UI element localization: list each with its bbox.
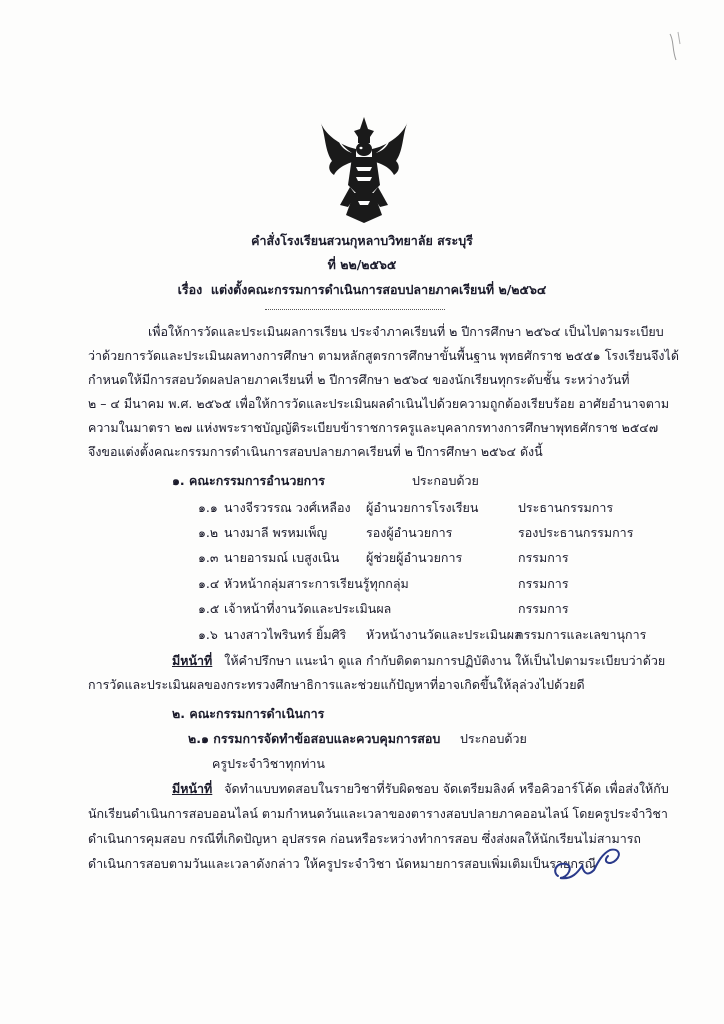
section2-member: ครูประจำวิชาทุกท่าน	[212, 756, 325, 771]
member-name: นายอารมณ์ เบสูงเนิน	[224, 550, 340, 565]
member-position: หัวหน้างานวัดและประเมินผล	[366, 627, 522, 642]
duty-text: จัดทำแบบทดสอบในรายวิชาที่รับผิดชอบ จัดเตรียมลิงค์ หรือคิวอาร์โค้ด เพื่อส่งให้กับ	[224, 781, 669, 796]
section2-duty-line: ดำเนินการคุมสอบ กรณีที่เกิดปัญหา อุปสรรค ก่อนหรือระหว่างทำการสอบ ซึ่งส่งผลให้นักเรียนไม่สามารถ	[88, 831, 642, 846]
section1-heading: ๑. คณะกรรมการอำนวยการ	[172, 473, 325, 488]
order-title: คำสั่งโรงเรียนสวนกุหลาบวิทยาลัย สระบุรี	[251, 233, 473, 248]
section2-composed: ประกอบด้วย	[460, 731, 527, 746]
section2-duty-line: นักเรียนดำเนินการสอบออนไลน์ ตามกำหนดวันและเวลาของตารางสอบปลายภาคออนไลน์ โดยครูประจำวิชา	[88, 806, 668, 821]
subject-label: เรื่อง	[177, 282, 203, 297]
section2-heading: ๒. คณะกรรมการดำเนินการ	[172, 706, 325, 721]
member-name: หัวหน้ากลุ่มสาระการเรียนรู้ทุกกลุ่ม	[224, 576, 409, 591]
member-position: ผู้ช่วยผู้อำนวยการ	[366, 550, 463, 565]
order-subject	[0, 282, 724, 298]
section2-sub-heading: ๒.๑ กรรมการจัดทำข้อสอบและควบคุมการสอบ	[188, 731, 441, 746]
intro-line: ว่าด้วยการวัดและประเมินผลทางการศึกษา ตามหลักสูตรการศึกษาขั้นพื้นฐาน พุทธศักราช ๒๕๕๑ โรงเรียนจึงได้	[88, 348, 679, 363]
duty-text: ให้คำปรึกษา แนะนำ ดูแล กำกับติดตามการปฏิบัติงาน ให้เป็นไปตามระเบียบว่าด้วย	[224, 653, 666, 668]
member-role: รองประธานกรรมการ	[518, 525, 634, 540]
intro-line: จึงขอแต่งตั้งคณะกรรมการดำเนินการสอบปลายภาคเรียนที่ ๒ ปีการศึกษา ๒๕๖๔ ดังนี้	[88, 444, 543, 459]
intro-line: ความในมาตรา ๒๗ แห่งพระราชบัญญัติระเบียบข้าราชการครูและบุคลากรทางการศึกษาพุทธศักราช ๒๕๔๗	[88, 420, 659, 435]
member-no: ๑.๓	[198, 550, 219, 565]
member-no: ๑.๔	[198, 576, 220, 591]
duty-label: มีหน้าที่	[172, 781, 213, 796]
section1-duty-line: การวัดและประเมินผลของกระทรวงศึกษาธิการและช่วยแก้ปัญหาที่อาจเกิดขึ้นให้ลุล่วงไปด้วยดี	[88, 677, 585, 692]
member-role: กรรมการ	[518, 601, 569, 616]
member-name: นางสาวไพรินทร์ ยิ้มศิริ	[224, 627, 347, 642]
section2-duty-line: ดำเนินการสอบตามวันและเวลาดังกล่าว ให้ครูประจำวิชา นัดหมายการสอบเพิ่มเติมเป็นรายกรณี	[88, 856, 597, 871]
garuda-emblem	[318, 115, 410, 225]
member-role: ประธานกรรมการ	[518, 500, 614, 515]
member-no: ๑.๒	[198, 525, 219, 540]
member-role: กรรมการ	[518, 550, 569, 565]
member-no: ๑.๖	[198, 627, 218, 642]
member-position: รองผู้อำนวยการ	[366, 525, 453, 540]
member-name: นางมาลี พรหมเพ็ญ	[224, 525, 328, 540]
member-no: ๑.๕	[198, 601, 220, 616]
handwritten-signature	[548, 832, 628, 892]
member-position: ผู้อำนวยการโรงเรียน	[366, 500, 479, 515]
subject-text: แต่งตั้งคณะกรรมการดำเนินการสอบปลายภาคเรียนที่ ๒/๒๕๖๔	[210, 282, 547, 297]
section1-composed: ประกอบด้วย	[412, 473, 479, 488]
member-role: กรรมการและเลขานุการ	[516, 627, 647, 642]
member-name: นางจีรวรรณ วงศ์เหลือง	[224, 500, 351, 515]
section2-duty	[172, 781, 669, 797]
section1-duty	[172, 653, 665, 669]
duty-label: มีหน้าที่	[172, 653, 213, 668]
scan-mark	[664, 30, 694, 70]
header-divider	[265, 309, 445, 310]
intro-line: เพื่อให้การวัดและประเมินผลการเรียน ประจำภาคเรียนที่ ๒ ปีการศึกษา ๒๕๖๔ เป็นไปตามระเบียบ	[148, 324, 664, 339]
intro-line: กำหนดให้มีการสอบวัดผลปลายภาคเรียนที่ ๒ ปีการศึกษา ๒๕๖๔ ของนักเรียนทุกระดับชั้น ระหว่างวันที่	[88, 372, 630, 387]
member-name: เจ้าหน้าที่งานวัดและประเมินผล	[224, 601, 392, 616]
member-role: กรรมการ	[518, 576, 569, 591]
intro-line: ๒ – ๔ มีนาคม พ.ศ. ๒๕๖๕ เพื่อให้การวัดและประเมินผลดำเนินไปด้วยความถูกต้องเรียบร้อย อาศัยอำนาจตาม	[88, 396, 670, 411]
member-no: ๑.๑	[198, 500, 218, 515]
order-number: ที่ ๒๒/๒๕๖๕	[327, 257, 397, 272]
